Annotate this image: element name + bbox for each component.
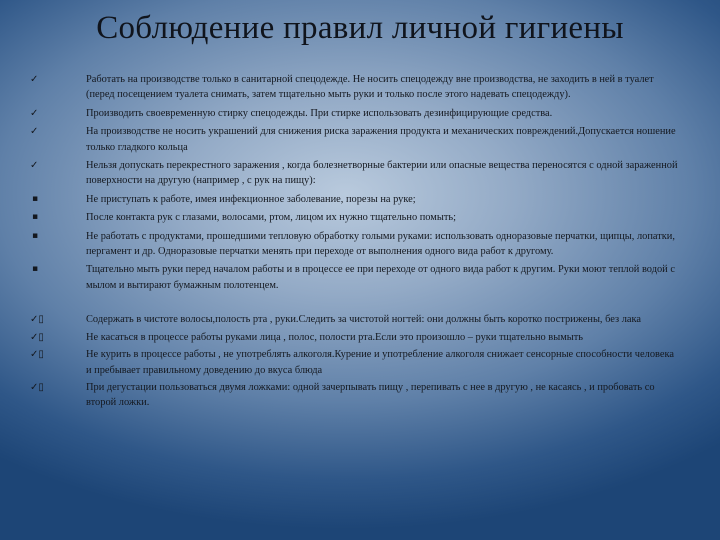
list-item (30, 106, 680, 121)
list-item (30, 124, 680, 155)
list-item (30, 158, 680, 189)
list-item (30, 192, 680, 207)
list-item-text: Работать на производстве только в санитарной спецодежде. Не носить спецодежду вне производства, не заходить в ней в туалет (перед посещением туалета снимать, затем тщательно мыть руки и только после этого надевать спецодежду). (86, 74, 654, 101)
list-item (30, 262, 680, 293)
bullet-icon: ▪ (32, 212, 39, 223)
list-item (30, 347, 680, 378)
list-item-text: Не работать с продуктами, прошедшими тепловую обработку голыми руками: использовать одноразовые перчатки, щипцы, лопатки, пергамент и др. Одноразовые перчатки менять при переходе от выполнения одного вида работ к другому. (86, 230, 675, 258)
list-item (30, 72, 680, 103)
list-item-text: Тщательно мыть руки перед началом работы и в процессе ее при переходе от одного вида работ к другим. Руки моют теплой водой с мылом и вытирают бумажным полотенцем. (86, 264, 675, 291)
list-item-text: Содержать в чистоте волосы,полость рта , руки.Следить за чистотой ногтей: они должны быть коротко пострижены, без лака (86, 314, 642, 326)
list-item-text: Не приступать к работе, имея инфекционное заболевание, порезы на руке; (86, 193, 416, 205)
check-icon: ✓▯ (30, 381, 44, 393)
list-item-text: Не курить в процессе работы , не употреблять алкоголя.Курение и употребление алкоголя снижает сенсорные способности человека и пребывает правильному доведению до вкуса блюда (86, 349, 674, 376)
slide-title: Соблюдение правил личной гигиены (96, 10, 624, 46)
list-item (30, 330, 680, 345)
check-icon: ✓ (30, 160, 39, 172)
rules-list (30, 72, 680, 413)
list-item (30, 210, 680, 225)
bullet-icon: ▪ (32, 264, 39, 275)
list-item (30, 229, 680, 260)
list-item-text: Не касаться в процессе работы руками лица , полос, полости рта.Если это произошло – руки тщательно вымыть (86, 331, 584, 343)
bullet-icon: ▪ (32, 230, 39, 241)
list-item-text: При дегустации пользоваться двумя ложками: одной зачерпывать пищу , перепивать с нее в другую , не касаясь , и пробовать со второй ложки. (86, 381, 655, 409)
check-icon: ✓▯ (30, 349, 44, 361)
list-item-text: На производстве не носить украшений для снижения риска заражения продукта и механических повреждений.Допускается ношение только гладкого кольца (86, 126, 676, 153)
check-icon: ✓▯ (30, 314, 44, 326)
bullet-icon: ▪ (32, 193, 39, 204)
list-item-text: Нельзя допускать перекрестного заражения , когда болезнетворные бактерии или опасные вещества переносятся с одной зараженной поверхности на другую (например , с рук на пищу): (86, 160, 678, 187)
list-item (30, 312, 680, 327)
check-icon: ✓ (30, 74, 39, 85)
list-item-text: После контакта рук с глазами, волосами, ртом, лицом их нужно тщательно помыть; (86, 212, 457, 224)
check-icon: ✓ (30, 126, 39, 138)
check-icon: ✓ (30, 107, 39, 119)
section-gap (30, 296, 680, 312)
list-item-text: Производить своевременную стирку спецодежды. При стирке использовать дезинфицирующие средства. (86, 107, 553, 119)
list-item (30, 380, 680, 411)
check-icon: ✓▯ (30, 331, 44, 343)
